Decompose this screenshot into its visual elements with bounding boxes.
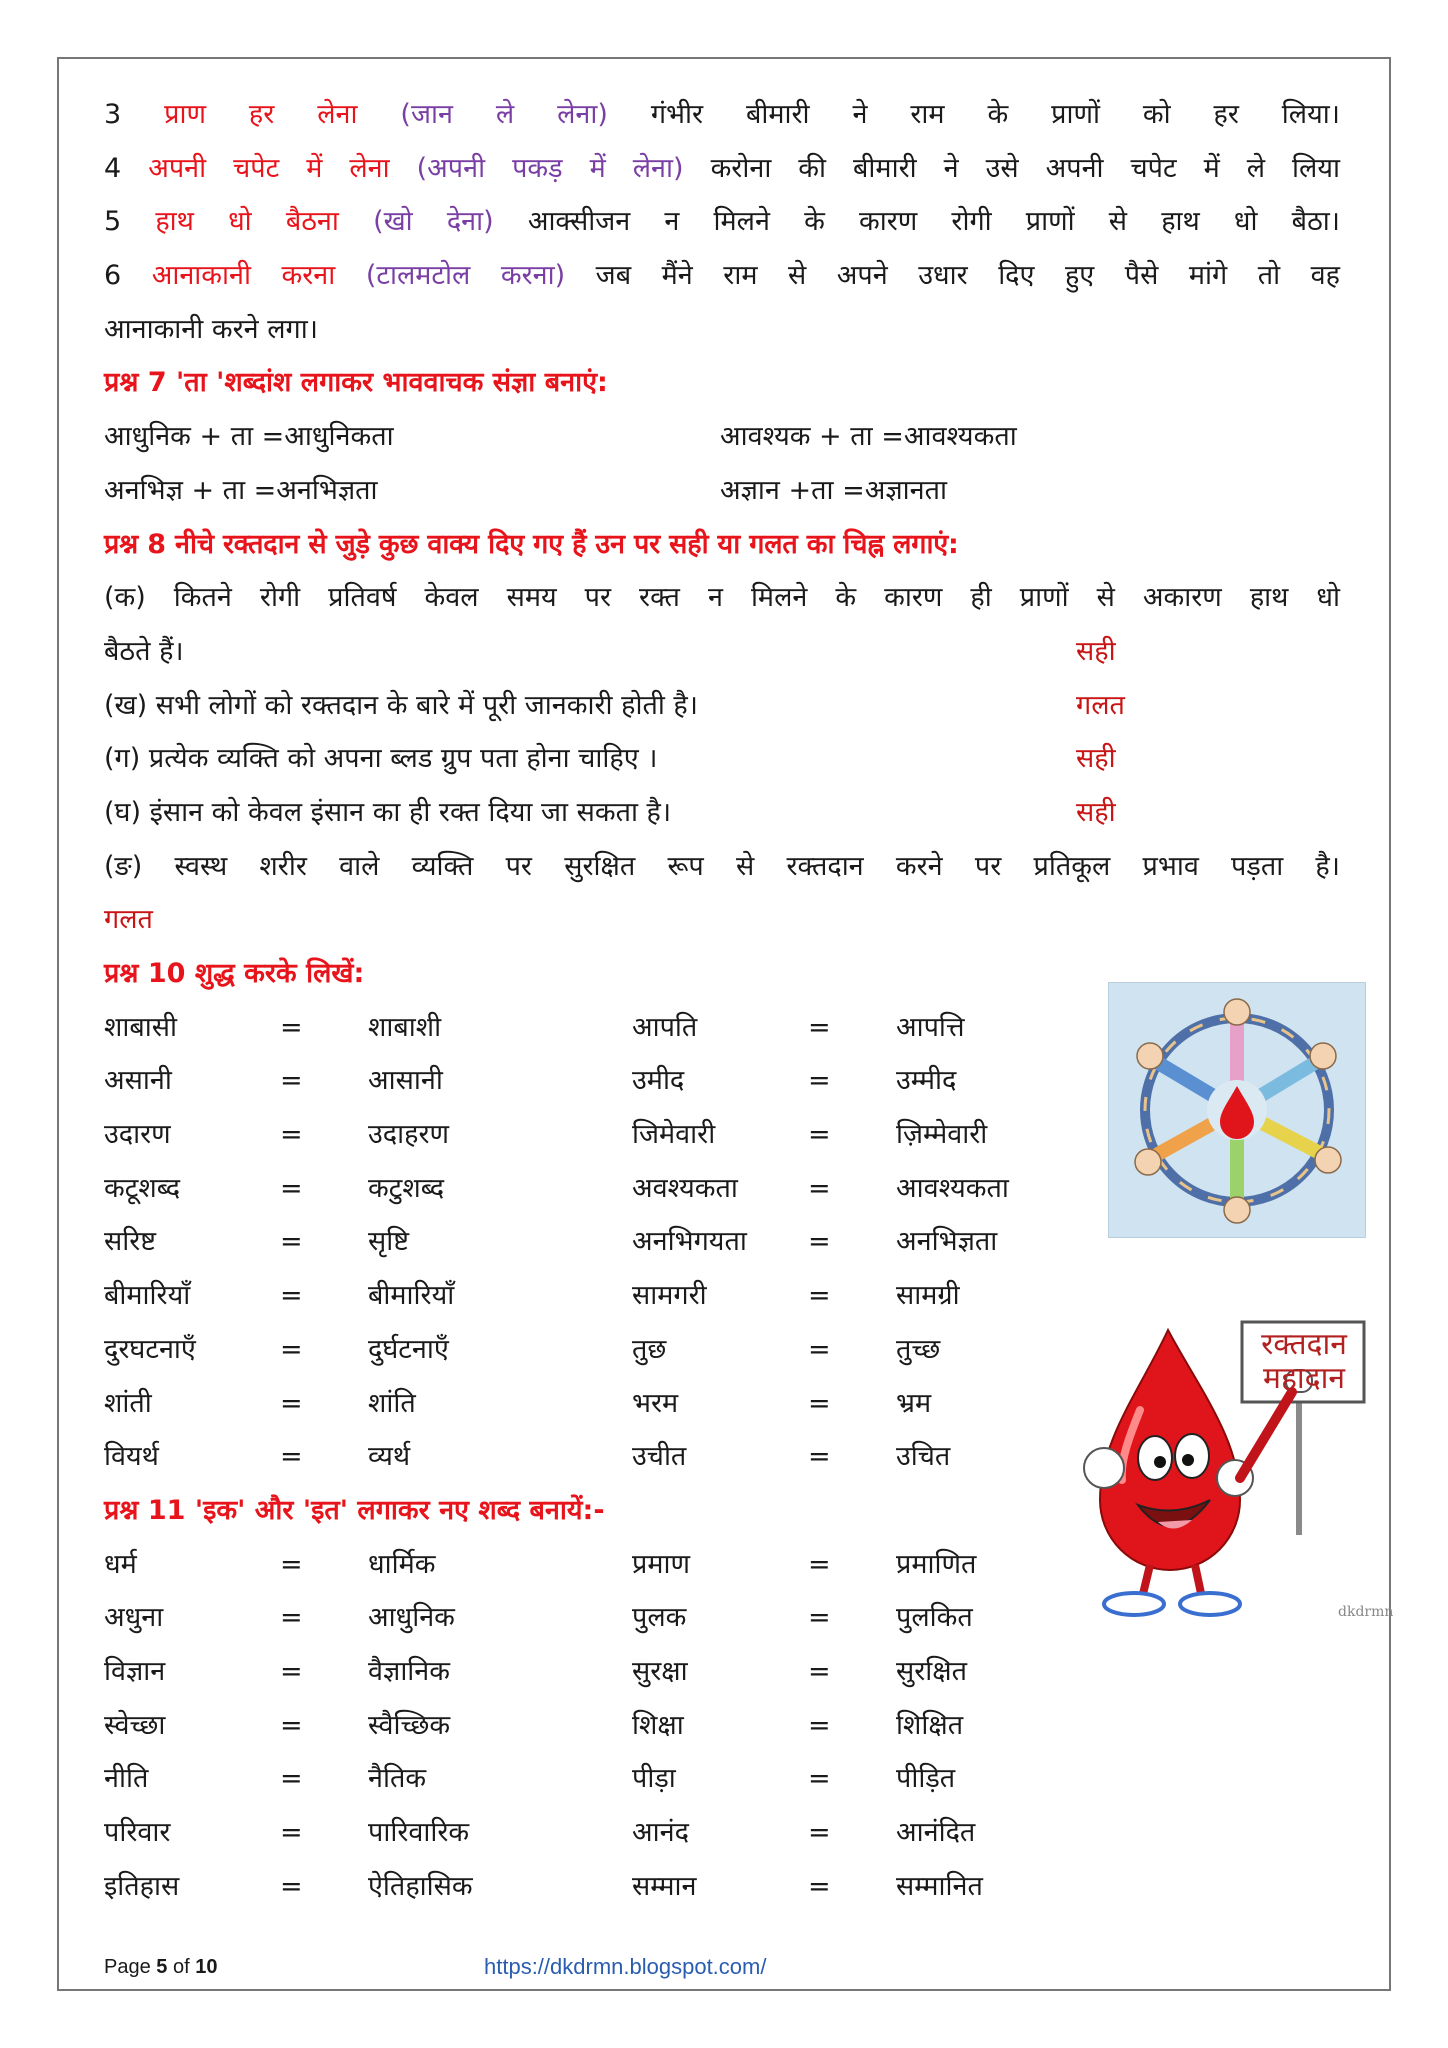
- blood-drop-mascot: [1070, 1300, 1395, 1630]
- sign-text-line-1: रक्तदान: [1261, 1327, 1347, 1362]
- q8-item-gha: (घ) इंसान को केवल इंसान का ही रक्त दिया जा सकता है। सही: [104, 786, 1340, 840]
- blog-link[interactable]: https://dkdrmn.blogspot.com/: [484, 1954, 767, 1979]
- q8-item-kha: (ख) सभी लोगों को रक्तदान के बारे में पूरी जानकारी होती है। गलत: [104, 679, 1340, 733]
- q10-heading: प्रश्न 10 शुद्ध करके लिखें:: [104, 958, 365, 989]
- q10-row: शांती = शांति भरम = भ्रम: [104, 1387, 932, 1419]
- q10-row: सरिष्ट = सृष्टि अनभिगयता = अनभिज्ञता: [104, 1226, 998, 1258]
- q11-row: नीति = नैतिक पीड़ा = पीड़ित: [104, 1763, 956, 1795]
- q11-row: अधुना = आधुनिक पुलक = पुलकित: [104, 1602, 973, 1634]
- q7-row-1: आधुनिक + ता =आधुनिकता आवश्यक + ता =आवश्यकता: [104, 421, 1017, 453]
- idiom-line-6: 6 आनाकानी करना (टालमटोल करना) जब मैंने राम से अपने उधार दिए हुए पैसे मांगे तो वह: [104, 260, 1340, 292]
- q11-row: धर्म = धार्मिक प्रमाण = प्रमाणित: [104, 1548, 977, 1580]
- q8-item-ga: (ग) प्रत्येक व्यक्ति को अपना ब्लड ग्रुप पता होना चाहिए । सही: [104, 732, 1340, 786]
- idiom-line-5: 5 हाथ धो बैठना (खो देना) आक्सीजन न मिलने के कारण रोगी प्राणों से हाथ धो बैठा।: [104, 206, 1340, 238]
- q11-heading: प्रश्न 11 'इक' और 'इत' लगाकर नए शब्द बनायें:-: [104, 1494, 605, 1526]
- q10-row: शाबासी = शाबाशी आपति = आपत्ति: [104, 1011, 965, 1043]
- q10-row: कटूशब्द = कटुशब्द अवश्यकता = आवश्यकता: [104, 1172, 1009, 1204]
- q11-row: स्वेच्छा = स्वैच्छिक शिक्षा = शिक्षित: [104, 1709, 964, 1741]
- q8-answer-kha: गलत: [1076, 689, 1125, 721]
- q11-row: परिवार = पारिवारिक आनंद = आनंदित: [104, 1817, 976, 1848]
- q10-row: उदारण = उदाहरण जिमेवारी = ज़िम्मेवारी: [104, 1119, 988, 1151]
- q11-row: इतिहास = ऐतिहासिक सम्मान = सम्मानित: [104, 1870, 983, 1902]
- q8-answer-ka: सही: [1076, 635, 1116, 667]
- q10-row: बीमारियाँ = बीमारियाँ सामगरी = सामग्री: [104, 1280, 960, 1312]
- q8-item-nga: (ङ) स्वस्थ शरीर वाले व्यक्ति पर सुरक्षित रूप से रक्तदान करने पर प्रतिकूल प्रभाव पड़ता है।: [104, 850, 1340, 882]
- idiom-line-4: 4 अपनी चपेट में लेना (अपनी पकड़ में लेना) करोना की बीमारी ने उसे अपनी चपेट में ले लिया: [104, 152, 1340, 184]
- q7-row-2: अनभिज्ञ + ता =अनभिज्ञता अज्ञान +ता =अज्ञानता: [104, 474, 948, 506]
- q8-item-ka: (क) कितने रोगी प्रतिवर्ष केवल समय पर रक्त न मिलने के कारण ही प्राणों से अकारण हाथ धो: [104, 582, 1340, 614]
- q8-answer-gha: सही: [1076, 796, 1116, 828]
- q7-heading: प्रश्न 7 'ता 'शब्दांश लगाकर भाववाचक संज्ञा बनाएं:: [104, 367, 608, 399]
- q8-heading: प्रश्न 8 नीचे रक्तदान से जुड़े कुछ वाक्य दिए गए हैं उन पर सही या गलत का चिह्न लगाएं:: [104, 528, 959, 560]
- sign-text-line-2: महादान: [1263, 1361, 1345, 1396]
- q8-answer-ga: सही: [1076, 743, 1116, 775]
- q8-answer-nga: गलत: [104, 904, 153, 936]
- people-circle-illustration: [1108, 982, 1366, 1238]
- q10-row: वियर्थ = व्यर्थ उचीत = उचित: [104, 1441, 951, 1473]
- q8-item-ka-cont: बैठते हैं। सही: [104, 625, 1340, 679]
- q10-row: असानी = आसानी उमीद = उम्मीद: [104, 1065, 957, 1097]
- q10-row: दुरघटनाएँ = दुर्घटनाएँ तुछ = तुच्छ: [104, 1333, 941, 1365]
- idiom-line-3: 3 प्राण हर लेना (जान ले लेना) गंभीर बीमारी ने राम के प्राणों को हर लिया।: [104, 99, 1340, 130]
- page-number: Page 5 of 10: [104, 1956, 218, 1978]
- q11-row: विज्ञान = वैज्ञानिक सुरक्षा = सुरक्षित: [104, 1655, 968, 1687]
- idiom-line-6-cont: आनाकानी करने लगा।: [104, 313, 318, 345]
- image-credit: dkdrmn: [1338, 1604, 1394, 1620]
